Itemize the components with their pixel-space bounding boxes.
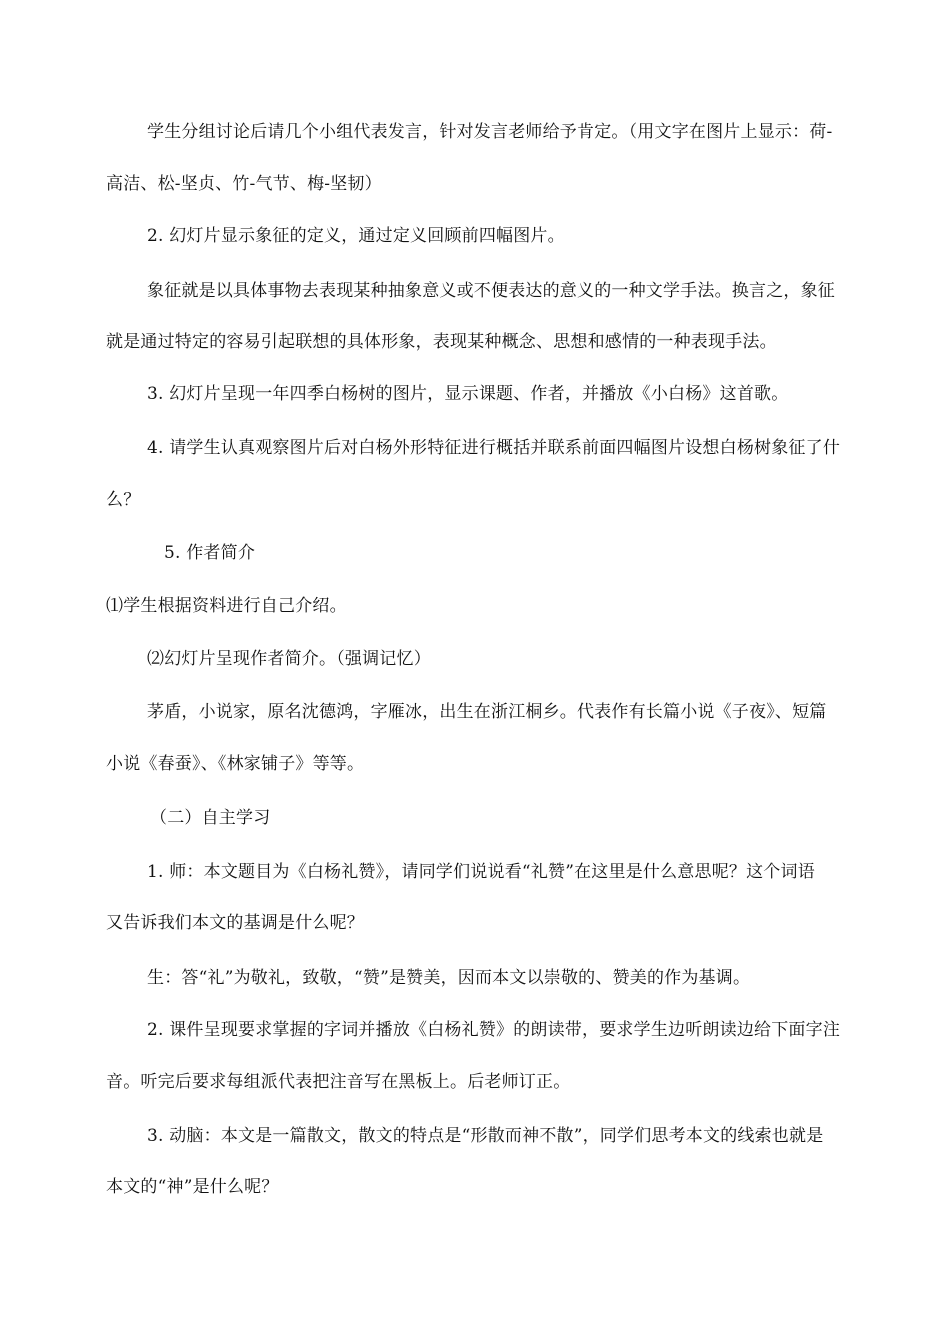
paragraph-line: 生：答“礼”为敬礼，致敬，“赞”是赞美，因而本文以崇敬的、赞美的作为基调。 bbox=[147, 968, 751, 988]
paragraph-line: ⑵幻灯片呈现作者简介。（强调记忆） bbox=[147, 649, 431, 669]
paragraph-line: 音。听完后要求每组派代表把注音写在黑板上。后老师订正。 bbox=[106, 1072, 571, 1092]
paragraph-line: 就是通过特定的容易引起联想的具体形象，表现某种概念、思想和感情的一种表现手法。 bbox=[106, 332, 777, 352]
paragraph-line: 么？ bbox=[106, 490, 141, 510]
section-heading: （二）自主学习 bbox=[150, 808, 271, 828]
paragraph-line: 小说《春蚕》、《林家铺子》等等。 bbox=[106, 754, 365, 774]
paragraph-line: 高洁、松-坚贞、竹-气节、梅-坚韧） bbox=[106, 174, 382, 194]
paragraph-line: 象征就是以具体事物去表现某种抽象意义或不便表达的意义的一种文学手法。换言之，象征 bbox=[147, 281, 835, 301]
section-heading: 5. 作者简介 bbox=[164, 543, 256, 563]
paragraph-line: 茅盾，小说家，原名沈德鸿，字雁冰，出生在浙江桐乡。代表作有长篇小说《子夜》、短篇 bbox=[147, 702, 827, 722]
paragraph-line: 2. 幻灯片显示象征的定义，通过定义回顾前四幅图片。 bbox=[147, 226, 565, 246]
paragraph-line: 学生分组讨论后请几个小组代表发言，针对发言老师给予肯定。（用文字在图片上显示：荷- bbox=[147, 122, 833, 142]
paragraph-line: ⑴学生根据资料进行自己介绍。 bbox=[106, 596, 347, 616]
paragraph-line: 1. 师：本文题目为《白杨礼赞》，请同学们说说看“礼赞”在这里是什么意思呢？这个词语 bbox=[147, 862, 815, 882]
paragraph-line: 2. 课件呈现要求掌握的字词并播放《白杨礼赞》的朗读带，要求学生边听朗读边给下面字注 bbox=[147, 1020, 841, 1040]
paragraph-line: 3. 幻灯片呈现一年四季白杨树的图片，显示课题、作者，并播放《小白杨》这首歌。 bbox=[147, 384, 789, 404]
paragraph-line: 又告诉我们本文的基调是什么呢？ bbox=[106, 913, 364, 933]
paragraph-line: 4. 请学生认真观察图片后对白杨外形特征进行概括并联系前面四幅图片设想白杨树象征了什 bbox=[147, 438, 841, 458]
paragraph-line: 3. 动脑：本文是一篇散文，散文的特点是“形散而神不散”，同学们思考本文的线索也就是 bbox=[147, 1126, 824, 1146]
paragraph-line: 本文的“神”是什么呢？ bbox=[106, 1177, 279, 1197]
